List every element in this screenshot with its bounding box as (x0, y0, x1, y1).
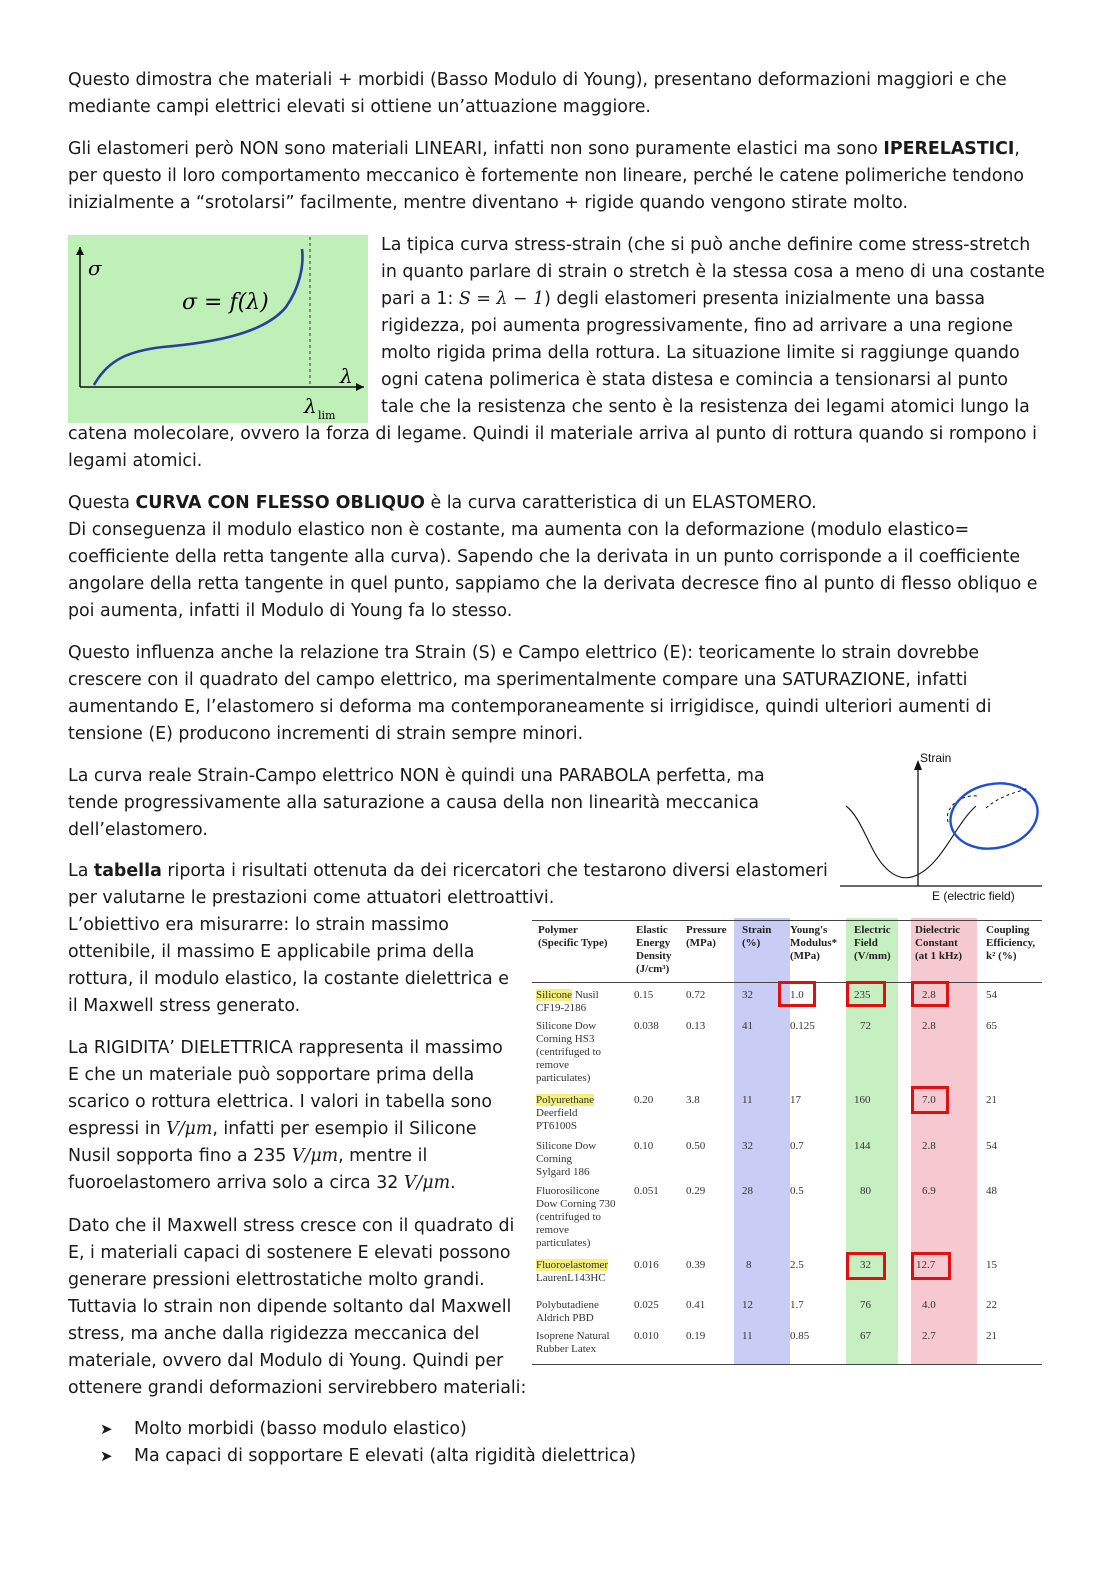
dielectric-cell: 2.7 (922, 1330, 936, 1342)
polymer-line: particulates) (536, 1237, 591, 1249)
text-fragment: , infatti per esempio il Silicone (212, 1119, 477, 1139)
field-cell: 144 (854, 1140, 871, 1152)
text-line: crescere con il quadrato del campo elettrico, ma sperimentalmente compare una SATURAZIONE, infatti (68, 670, 968, 690)
coupling-cell: 22 (986, 1299, 997, 1311)
header-line: Field (854, 937, 878, 949)
polymer-line: Corning HS3 (536, 1033, 595, 1045)
strain-field-figure (836, 748, 1048, 908)
header-line: (Specific Type) (538, 937, 608, 949)
polymer-line: Sylgard 186 (536, 1166, 590, 1178)
young-cell: 2.5 (790, 1259, 804, 1271)
table-row (536, 1020, 601, 1085)
text-line: in quanto parlare di strain o stretch è la stessa cosa a meno di una costante (381, 262, 1045, 282)
pressure-cell: 0.50 (686, 1140, 706, 1152)
header-line: Efficiency, (986, 937, 1036, 949)
text-line: Gli elastomeri però NON sono materiali LINEARI, infatti non sono puramente elastici ma sono (68, 139, 884, 159)
dielectric-cell: 6.9 (922, 1185, 936, 1197)
table-row (536, 1330, 610, 1356)
table-bottom-rule (532, 1364, 1042, 1365)
text-line: generare pressioni elettrostatiche molto grandi. (68, 1270, 485, 1290)
text-line: dell’elastomero. (68, 820, 208, 840)
header-energy (636, 924, 671, 976)
polymer-line: LaurenL143HC (536, 1272, 606, 1284)
polymer-line: CF19-2186 (536, 1002, 587, 1014)
text-line: molto rigida prima della rottura. La situazione limite si raggiunge quando (381, 343, 1020, 363)
text-line: aumentando E, l’elastomero si deforma ma contemporaneamente si irrigidisce, quindi ulteriori aumenti di (68, 697, 992, 717)
field-axis-label: E (electric field) (932, 889, 1015, 903)
energy-cell: 0.025 (634, 1299, 659, 1311)
text-line: legami atomici. (68, 451, 203, 471)
pressure-cell: 0.72 (686, 989, 706, 1001)
field-cell: 76 (860, 1299, 871, 1311)
field-cell: 72 (860, 1020, 871, 1032)
text-fragment: è la curva caratteristica di un ELASTOMERO. (424, 493, 817, 513)
math-formula: S = λ − 1 (458, 289, 545, 309)
text-line: La tipica curva stress-strain (che si può anche definire come stress-stretch (381, 235, 1031, 255)
highlighted-text: Silicone (536, 989, 573, 1001)
dielectric-box-row3 (911, 1086, 949, 1114)
pressure-cell: 3.8 (686, 1094, 700, 1106)
header-field (854, 924, 891, 963)
bullet-text: Molto morbidi (basso modulo elastico) (134, 1419, 467, 1439)
header-line: Modulus* (790, 937, 838, 949)
text-line: ottenere grandi deformazioni servirebbero materiali: (68, 1378, 527, 1398)
parabola-curve (846, 806, 976, 878)
header-line: (MPa) (686, 937, 716, 949)
header-young (790, 924, 837, 963)
y-axis-arrow (76, 247, 84, 255)
polymer-line: remove (536, 1224, 569, 1236)
paragraph-saturazione (68, 640, 1048, 748)
header-line: Density (636, 950, 672, 962)
header-line: (at 1 kHz) (915, 950, 963, 962)
header-line: Energy (636, 937, 671, 949)
highlighted-text: Fluoroelastomer (536, 1259, 609, 1271)
table-row (536, 1299, 599, 1325)
paragraph-maxwell (68, 1213, 528, 1402)
header-coupling (986, 924, 1035, 963)
bold-term: IPERELASTICI (883, 139, 1015, 159)
polymer-line: Dow Corning 730 (536, 1198, 616, 1210)
saturation-circle (944, 776, 1043, 857)
young-cell: 1.7 (790, 1299, 804, 1311)
table-top-rule (532, 920, 1042, 921)
strain-cell: 28 (742, 1185, 753, 1197)
header-pressure (686, 924, 727, 950)
polymer-line: (centrifuged to (536, 1046, 602, 1058)
text-line: Questo influenza anche la relazione tra Strain (S) e Campo elettrico (E): teoricamente lo strain dovrebbe (68, 643, 980, 663)
text-line: Questo dimostra che materiali + morbidi (Basso Modulo di Young), presentano deformazioni maggiori e che (68, 70, 1007, 90)
arrow-bullet-icon: ➤ (100, 1420, 113, 1438)
math-unit: V/μm (291, 1146, 339, 1166)
dielectric-cell: 4.0 (922, 1299, 936, 1311)
header-line: Elastic (636, 924, 668, 936)
header-line: Pressure (686, 924, 727, 936)
energy-cell: 0.10 (634, 1140, 654, 1152)
coupling-cell: 48 (986, 1185, 997, 1197)
field-box-row1 (846, 981, 886, 1007)
header-line: k² (%) (986, 950, 1017, 962)
young-cell: 0.7 (790, 1140, 804, 1152)
text-line: ottenibile, il massimo E applicabile prima della (68, 942, 475, 962)
header-polymer (538, 924, 608, 950)
text-fragment: La (68, 861, 94, 881)
text-line: il Maxwell stress generato. (68, 996, 301, 1016)
paragraph-rigidita (68, 1035, 528, 1197)
text-line: ogni catena polimerica è stata distesa e comincia a tensionarsi al punto (381, 370, 1009, 390)
stress-strain-figure (68, 235, 368, 423)
header-line: Dielectric (915, 924, 961, 936)
energy-cell: 0.051 (634, 1185, 659, 1197)
text-line: tensione (E) producono incrementi di strain sempre minori. (68, 724, 584, 744)
text-fragment: riporta i risultati ottenuta da dei ricercatori che testarono diversi elastomeri (161, 861, 828, 881)
text-fragment: ) degli elastomeri presenta inizialmente una bassa (544, 289, 986, 309)
strain-cell: 12 (742, 1299, 753, 1311)
coupling-cell: 54 (986, 1140, 997, 1152)
polymer-line: Silicone Dow (536, 1140, 597, 1152)
header-line: (MPa) (790, 950, 820, 962)
pressure-cell: 0.29 (686, 1185, 706, 1197)
lambda-lim-subscript: lim (318, 409, 336, 422)
header-strain (742, 924, 771, 950)
strain-cell: 41 (742, 1020, 753, 1032)
polymer-line: Deerfield (536, 1107, 578, 1119)
text-line: tale che la resistenza che sento è la resistenza dei legami atomici lungo la (381, 397, 1030, 417)
math-unit: V/μm (403, 1173, 451, 1193)
dielectric-cell: 12.7 (916, 1259, 936, 1271)
polymer-line: Silicone Dow (536, 1020, 597, 1032)
young-cell: 17 (790, 1094, 801, 1106)
text-fragment: , mentre il (338, 1146, 428, 1166)
bullet-item (100, 1443, 636, 1470)
paragraph-curve-side (381, 232, 1051, 421)
header-line: (V/mm) (854, 950, 891, 962)
energy-cell: 0.15 (634, 989, 654, 1001)
paragraph-flesso (68, 490, 1048, 625)
table-row (536, 1185, 615, 1250)
dielectric-cell: 2.8 (922, 1020, 936, 1032)
text-line: Dato che il Maxwell stress cresce con il quadrato di (68, 1216, 515, 1236)
strain-field-svg (836, 748, 1048, 908)
coupling-cell: 21 (986, 1330, 997, 1342)
strain-cell: 32 (742, 1140, 753, 1152)
pressure-cell: 0.19 (686, 1330, 706, 1342)
text-line: materiale, ovvero dal Modulo di Young. Quindi per (68, 1351, 504, 1371)
dielectric-cell: 7.0 (922, 1094, 936, 1106)
coupling-cell: 21 (986, 1094, 997, 1106)
polymer-line: Polybutadiene (536, 1299, 599, 1311)
strain-cell: 11 (742, 1094, 753, 1106)
young-cell: 0.5 (790, 1185, 804, 1197)
text-line: Di conseguenza il modulo elastico non è costante, ma aumenta con la deformazione (modulo elastico= (68, 520, 970, 540)
text-line: La curva reale Strain-Campo elettrico NON è quindi una PARABOLA perfetta, ma (68, 766, 765, 786)
young-cell: 0.85 (790, 1330, 810, 1342)
bold-term: CURVA CON FLESSO OBLIQUO (135, 493, 425, 513)
energy-cell: 0.038 (634, 1020, 659, 1032)
young-box-row1 (778, 981, 816, 1007)
coupling-cell: 65 (986, 1020, 997, 1032)
polymer-line: Silicone Nusil (536, 989, 599, 1001)
text-line: Tuttavia lo strain non dipende soltanto dal Maxwell (68, 1297, 512, 1317)
text-fragment: . (450, 1173, 456, 1193)
header-line: Coupling (986, 924, 1030, 936)
text-line: E, i materiali capaci di sostenere E elevati possono (68, 1243, 511, 1263)
bold-term: tabella (93, 861, 162, 881)
text-fragment: Nusil sopporta fino a 235 (68, 1146, 292, 1166)
text-line: per valutarne le prestazioni come attuatori elettroattivi. (68, 888, 555, 908)
text-fragment: Questa (68, 493, 136, 513)
saturation-dashed (986, 788, 1028, 808)
energy-cell: 0.010 (634, 1330, 659, 1342)
dielectric-box-row6 (911, 1252, 951, 1280)
x-axis-arrow (356, 383, 364, 391)
coupling-cell: 54 (986, 989, 997, 1001)
header-line: Constant (915, 937, 958, 949)
elastomer-table (532, 918, 1044, 1368)
text-fragment: pari a 1: (381, 289, 459, 309)
header-line: Strain (742, 924, 772, 936)
energy-cell: 0.20 (634, 1094, 654, 1106)
strain-axis-label: Strain (920, 751, 952, 765)
text-line: L’obiettivo era misurarre: lo strain massimo (68, 915, 449, 935)
field-cell: 235 (854, 989, 871, 1001)
lambda-label: λ (340, 364, 353, 388)
polymer-line: Fluorosilicone (536, 1185, 600, 1197)
text-line: per questo il loro comportamento meccanico è fortemente non lineare, perché le catene polimeriche tendono (68, 166, 1025, 186)
polymer-line: PT6100S (536, 1120, 577, 1132)
paragraph-intro (68, 67, 1048, 121)
sigma-label: σ (88, 256, 102, 280)
dielectric-box-row1 (911, 981, 949, 1007)
lambda-lim-label: λ (304, 394, 317, 418)
strain-cell: 32 (742, 989, 753, 1001)
text-line: poi aumenta, infatti il Modulo di Young fa lo stesso. (68, 601, 513, 621)
pressure-cell: 0.41 (686, 1299, 706, 1311)
text-line: angolare della retta tangente in quel punto, sappiamo che la derivata decresce fino al punto di flesso obliquo e (68, 574, 1038, 594)
text-line: La RIGIDITA’ DIELETTRICA rappresenta il massimo (68, 1038, 503, 1058)
text-line: stress, ma anche dalla rigidezza meccanica del (68, 1324, 480, 1344)
text-fragment: , (1014, 139, 1020, 159)
polymer-line (536, 1259, 608, 1272)
polymer-line: particulates) (536, 1072, 591, 1084)
field-cell: 32 (860, 1259, 871, 1271)
polymer-line: Rubber Latex (536, 1343, 597, 1355)
header-line: (J/cm³) (636, 963, 670, 975)
pressure-cell: 0.39 (686, 1259, 706, 1271)
polymer-line: remove (536, 1059, 569, 1071)
stress-strain-curve (94, 249, 302, 385)
text-line: rottura, il modulo elastico, la costante dielettrica e (68, 969, 509, 989)
text-line: catena molecolare, ovvero la forza di legame. Quindi il materiale arriva al punto di rottura quando si rompono i (68, 424, 1037, 444)
formula-label: σ = f(λ) (182, 290, 269, 315)
text-line: mediante campi elettrici elevati si ottiene un’attuazione maggiore. (68, 97, 651, 117)
text-line: rigidezza, poi aumenta progressivamente, fino ad arrivare a una regione (381, 316, 1013, 336)
highlighted-text: Polyurethane (536, 1094, 595, 1106)
polymer-line: Corning (536, 1153, 573, 1165)
paragraph-parabola (68, 763, 808, 844)
table-row (536, 1140, 596, 1179)
energy-cell: 0.016 (634, 1259, 659, 1271)
arrow-bullet-icon: ➤ (100, 1447, 113, 1465)
text-line: inizialmente a “srotolarsi” facilmente, mentre diventano + rigide quando vengono stirate molto. (68, 193, 908, 213)
young-cell: 0.125 (790, 1020, 815, 1032)
text-line: E che un materiale può sopportare prima della (68, 1065, 475, 1085)
polymer-line: Isoprene Natural (536, 1330, 610, 1342)
text-fragment: fuoroelastomero arriva solo a circa 32 (68, 1173, 404, 1193)
field-cell: 80 (860, 1185, 871, 1197)
header-line: Young's (790, 924, 828, 936)
polymer-line: (centrifuged to (536, 1211, 602, 1223)
table-row (536, 1259, 608, 1285)
dielectric-cell: 2.8 (922, 1140, 936, 1152)
text-line: scarico o rottura elettrica. I valori in tabella sono (68, 1092, 493, 1112)
polymer-line (536, 1094, 594, 1107)
bullet-text: Ma capaci di sopportare E elevati (alta rigidità dielettrica) (134, 1446, 637, 1466)
header-line: (%) (742, 937, 761, 949)
field-cell: 160 (854, 1094, 871, 1106)
header-line: Polymer (538, 924, 578, 936)
pressure-cell: 0.13 (686, 1020, 706, 1032)
polymer-line: Aldrich PBD (536, 1312, 594, 1324)
field-cell: 67 (860, 1330, 871, 1342)
strain-cell: 8 (746, 1259, 752, 1271)
field-box-row6 (846, 1252, 886, 1280)
text-fragment: espressi in (68, 1119, 167, 1139)
paragraph-curve-full (68, 421, 1048, 475)
young-cell: 1.0 (790, 989, 804, 1001)
table-row (536, 1094, 594, 1133)
text-line: coefficiente della retta tangente alla curva). Sapendo che la derivata in un punto corrisponde a il coefficiente (68, 547, 1021, 567)
table-row (536, 989, 599, 1015)
strain-cell: 11 (742, 1330, 753, 1342)
math-unit: V/μm (166, 1119, 213, 1139)
stress-strain-svg (68, 235, 368, 423)
dielectric-cell: 2.8 (922, 989, 936, 1001)
text-line: tende progressivamente alla saturazione a causa della non linearità meccanica (68, 793, 760, 813)
coupling-cell: 15 (986, 1259, 997, 1271)
header-dielectric (915, 924, 962, 963)
paragraph-iperelastici (68, 136, 1048, 217)
header-line: Electric (854, 924, 891, 936)
bullet-item (100, 1416, 467, 1443)
